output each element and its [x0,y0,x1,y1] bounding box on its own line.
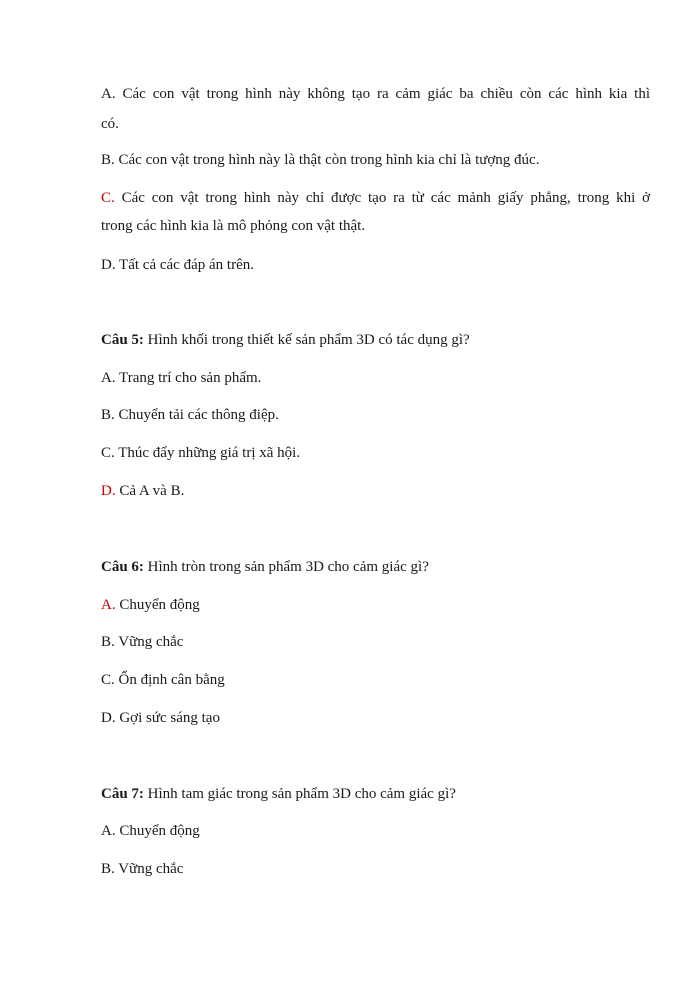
q6-option-d: D. Gợi sức sáng tạo [101,710,220,726]
q6-text: Hình tròn trong sản phẩm 3D cho cảm giác gì? [143,559,429,575]
q4-option-c-line2: trong các hình kia là mô phỏng con vật thật. [101,218,366,234]
q6-label: Câu 6: [101,559,144,575]
q4-option-b: B. Các con vật trong hình này là thật còn trong hình kia chỉ là tượng đúc. [101,152,540,168]
q5-option-d-text: Cả A và B. [115,483,185,499]
q6-option-b: B. Vững chắc [101,634,184,650]
q6-question [101,557,429,577]
q5-option-d [101,481,184,501]
q5-option-c: C. Thúc đẩy những giá trị xã hội. [101,445,301,461]
q6-option-a-letter: A. [101,597,116,613]
q5-option-d-letter: D. [101,483,116,499]
q7-label: Câu 7: [101,786,144,802]
q7-question [101,784,456,804]
q4-option-c-line1 [101,188,650,208]
q6-option-c: C. Ổn định cân bằng [101,672,225,688]
q5-label: Câu 5: [101,332,144,348]
q5-question [101,330,470,350]
q4-option-c-text: Các con vật trong hình này chỉ được tạo ra từ các mảnh giấy phẳng, trong khi ở [114,190,650,206]
q5-option-b: B. Chuyển tải các thông điệp. [101,407,279,423]
q5-option-a: A. Trang trí cho sản phẩm. [101,370,262,386]
q7-option-a: A. Chuyển động [101,823,200,839]
q5-text: Hình khối trong thiết kế sản phẩm 3D có tác dụng gì? [143,332,470,348]
q4-option-a-line1: A. Các con vật trong hình này không tạo ra cảm giác ba chiều còn các hình kia thì [101,86,650,102]
q4-option-d: D. Tất cả các đáp án trên. [101,257,254,273]
q7-text: Hình tam giác trong sản phẩm 3D cho cảm giác gì? [143,786,456,802]
q4-option-a-line2: có. [101,116,119,132]
q4-option-c-letter: C. [101,190,115,206]
q6-option-a-text: Chuyển động [115,597,200,613]
q6-option-a [101,595,200,615]
q7-option-b: B. Vững chắc [101,861,184,877]
